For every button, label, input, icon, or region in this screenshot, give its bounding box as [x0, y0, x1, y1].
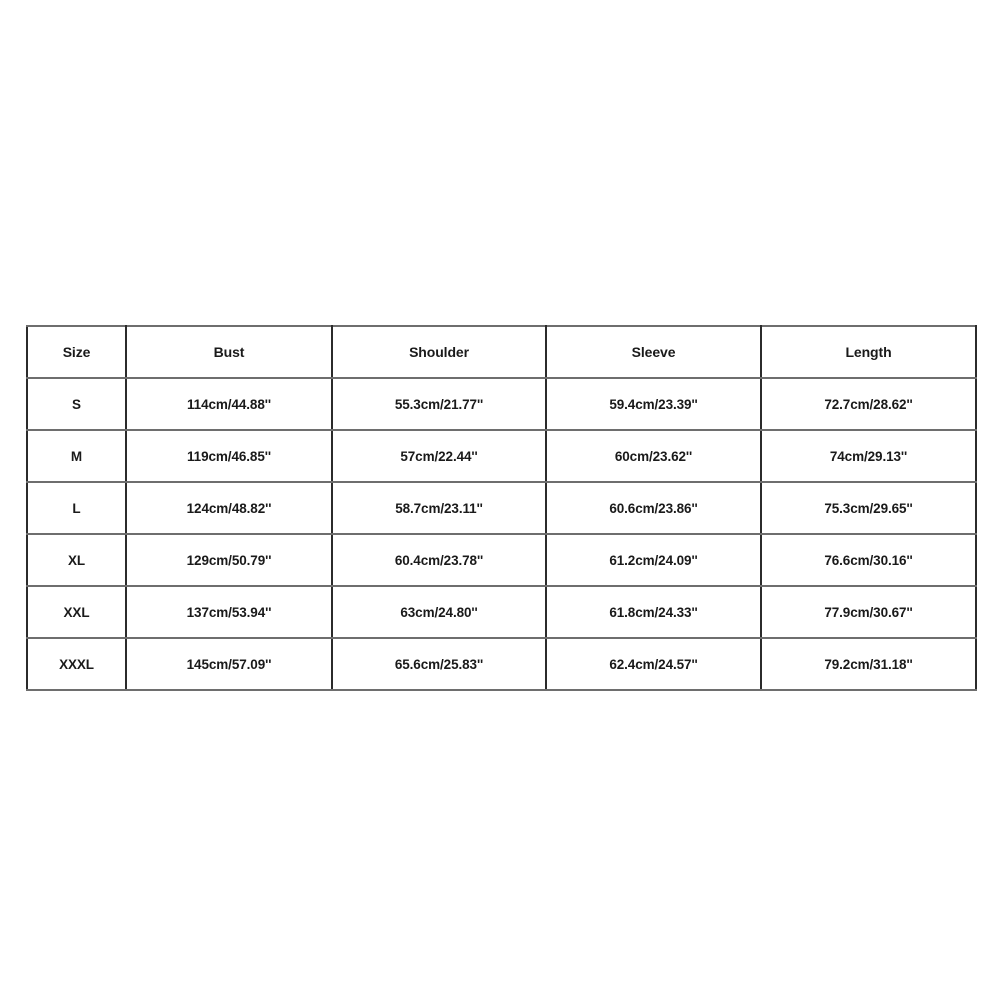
cell-length: 74cm/29.13''	[761, 430, 976, 482]
table-row	[27, 430, 976, 482]
cell-shoulder: 57cm/22.44''	[332, 430, 546, 482]
cell-bust: 137cm/53.94''	[126, 586, 332, 638]
column-header-bust: Bust	[126, 326, 332, 378]
column-header-length: Length	[761, 326, 976, 378]
cell-size: XXL	[27, 586, 126, 638]
size-chart-container	[26, 325, 975, 675]
cell-length: 72.7cm/28.62''	[761, 378, 976, 430]
cell-length: 75.3cm/29.65''	[761, 482, 976, 534]
cell-length: 77.9cm/30.67''	[761, 586, 976, 638]
table-row	[27, 586, 976, 638]
cell-bust: 129cm/50.79''	[126, 534, 332, 586]
table-row	[27, 534, 976, 586]
cell-bust: 145cm/57.09''	[126, 638, 332, 690]
cell-size: M	[27, 430, 126, 482]
cell-shoulder: 63cm/24.80''	[332, 586, 546, 638]
column-header-sleeve: Sleeve	[546, 326, 761, 378]
cell-length: 76.6cm/30.16''	[761, 534, 976, 586]
cell-shoulder: 65.6cm/25.83''	[332, 638, 546, 690]
cell-sleeve: 61.2cm/24.09''	[546, 534, 761, 586]
table-row	[27, 638, 976, 690]
table-header-row	[27, 326, 976, 378]
table-row	[27, 378, 976, 430]
cell-bust: 119cm/46.85''	[126, 430, 332, 482]
cell-length: 79.2cm/31.18''	[761, 638, 976, 690]
table-row	[27, 482, 976, 534]
cell-shoulder: 60.4cm/23.78''	[332, 534, 546, 586]
cell-sleeve: 62.4cm/24.57''	[546, 638, 761, 690]
cell-shoulder: 55.3cm/21.77''	[332, 378, 546, 430]
cell-size: XL	[27, 534, 126, 586]
cell-sleeve: 60.6cm/23.86''	[546, 482, 761, 534]
cell-size: XXXL	[27, 638, 126, 690]
cell-bust: 124cm/48.82''	[126, 482, 332, 534]
table-header	[27, 326, 976, 378]
size-chart-table	[26, 325, 977, 691]
column-header-shoulder: Shoulder	[332, 326, 546, 378]
cell-size: S	[27, 378, 126, 430]
table-body	[27, 378, 976, 690]
cell-shoulder: 58.7cm/23.11''	[332, 482, 546, 534]
cell-bust: 114cm/44.88''	[126, 378, 332, 430]
cell-sleeve: 61.8cm/24.33''	[546, 586, 761, 638]
column-header-size: Size	[27, 326, 126, 378]
cell-sleeve: 59.4cm/23.39''	[546, 378, 761, 430]
cell-size: L	[27, 482, 126, 534]
cell-sleeve: 60cm/23.62''	[546, 430, 761, 482]
